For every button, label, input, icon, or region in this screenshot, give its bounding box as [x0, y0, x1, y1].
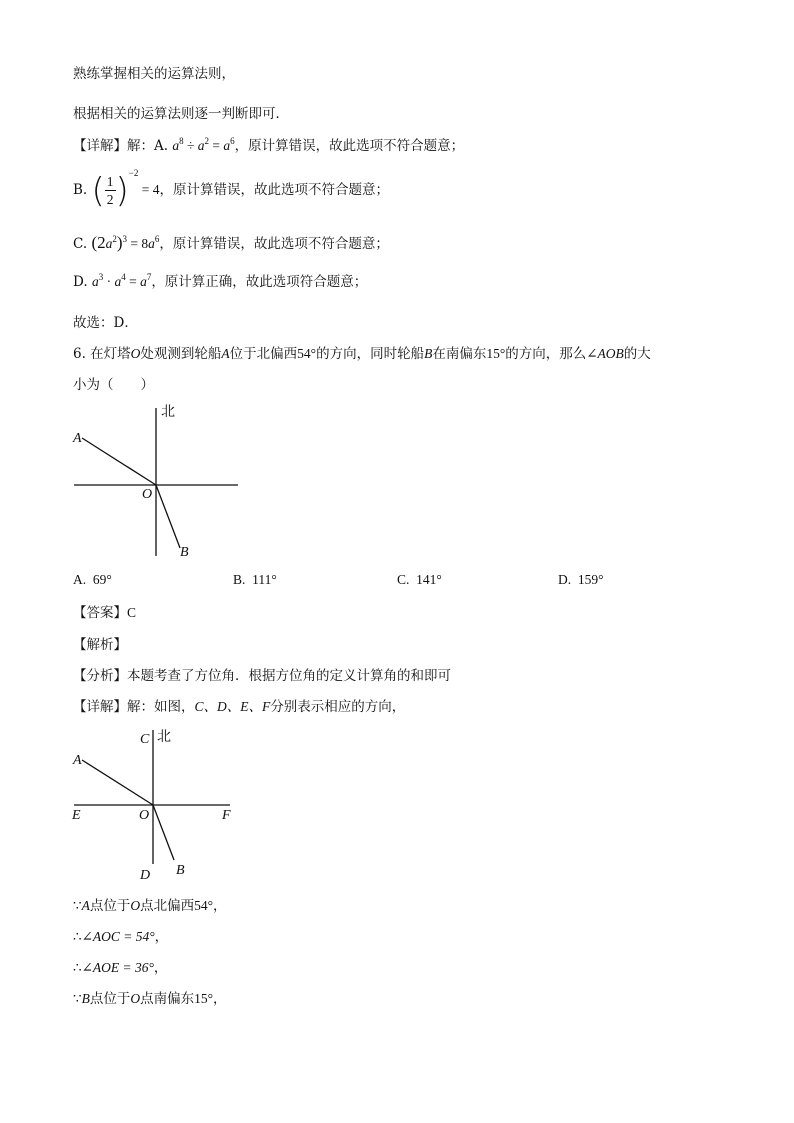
expr-a: $a^8 \div a^2 = a^6$: [172, 136, 235, 153]
point-b-label: B: [176, 863, 185, 878]
detail-c-label: C.: [73, 236, 92, 252]
direction-figure-1: [60, 400, 260, 565]
detail-b-label: B.: [73, 182, 92, 198]
detail-d-label: D.: [73, 274, 92, 290]
option-a[interactable]: A. 69°: [73, 572, 112, 587]
option-c[interactable]: C. 141°: [397, 572, 442, 587]
detail-a-comment: ，原计算错误，故此选项不符合题意；: [234, 138, 465, 154]
option-d[interactable]: D. 159°: [558, 572, 604, 587]
choice-line: 故选：D．: [73, 315, 138, 331]
ray-oa: [82, 760, 153, 805]
question-6-line-1: 6. 在灯塔O处观测到轮船A位于北偏西54°的方向，同时轮船B在南偏东15°的方向，那么∠AOB的大: [73, 346, 651, 362]
ray-oa: [82, 438, 156, 485]
step-3: ∴∠AOE = 36°，: [73, 960, 168, 976]
point-a-label: A: [73, 431, 82, 446]
ray-ob: [156, 485, 180, 548]
detail-c-line: [73, 234, 389, 253]
expr-c: $(2a^2)^3 = 8a^6$: [91, 233, 160, 252]
north-label: 北: [161, 404, 175, 420]
point-a-label: A: [73, 753, 82, 768]
detail-a-line: [73, 137, 464, 155]
step-2: ∴∠AOC = 54°，: [73, 929, 169, 945]
question-6-line-2: 小为（ ）: [73, 377, 154, 393]
ray-ob: [153, 805, 174, 860]
north-label: 北: [157, 729, 171, 745]
detail-c-comment: ，原计算错误，故此选项不符合题意；: [159, 236, 389, 252]
intro-line-2: 根据相关的运算法则逐一判断即可．: [73, 106, 289, 122]
option-b[interactable]: B. 111°: [233, 572, 277, 587]
answer-tag: 【答案】: [73, 605, 127, 621]
answer-value: C: [127, 605, 137, 620]
intro-line-1: 熟练掌握相关的运算法则，: [73, 66, 235, 82]
detail-tag: 【详解】: [73, 138, 127, 154]
detail-d-line: [73, 273, 367, 291]
answer-line: [73, 604, 136, 622]
direction-figure-2: [60, 722, 260, 887]
expr-b: ( $\frac{1}{2}$ )$^{-2}$ = 4: [91, 168, 160, 211]
point-f-label: F: [222, 808, 231, 823]
analysis-tag: 【解析】: [73, 637, 127, 653]
step-4: ∵B点位于O点南偏东15°，: [73, 991, 227, 1007]
point-b-label: B: [180, 545, 189, 560]
detail-a-prefix: 解：A.: [127, 138, 173, 154]
detail-2-line: 【详解】解：如图，C、D、E、F分别表示相应的方向，: [73, 699, 406, 715]
point-o-label: O: [139, 808, 150, 823]
detail-b-comment: ，原计算错误，故此选项不符合题意；: [159, 182, 389, 198]
step-1: ∵A点位于O点北偏西54°，: [73, 898, 227, 914]
point-c-label: C: [140, 732, 150, 747]
point-d-label: D: [140, 868, 151, 883]
detail-d-comment: ，原计算正确，故此选项符合题意；: [151, 274, 368, 290]
expr-d: $a^3 \cdot a^4 = a^7$: [91, 272, 152, 289]
fenxi-line: 【分析】本题考查了方位角．根据方位角的定义计算角的和即可: [73, 668, 451, 684]
point-e-label: E: [72, 808, 81, 823]
point-o-label: O: [142, 487, 153, 502]
detail-b-line: [73, 170, 389, 210]
